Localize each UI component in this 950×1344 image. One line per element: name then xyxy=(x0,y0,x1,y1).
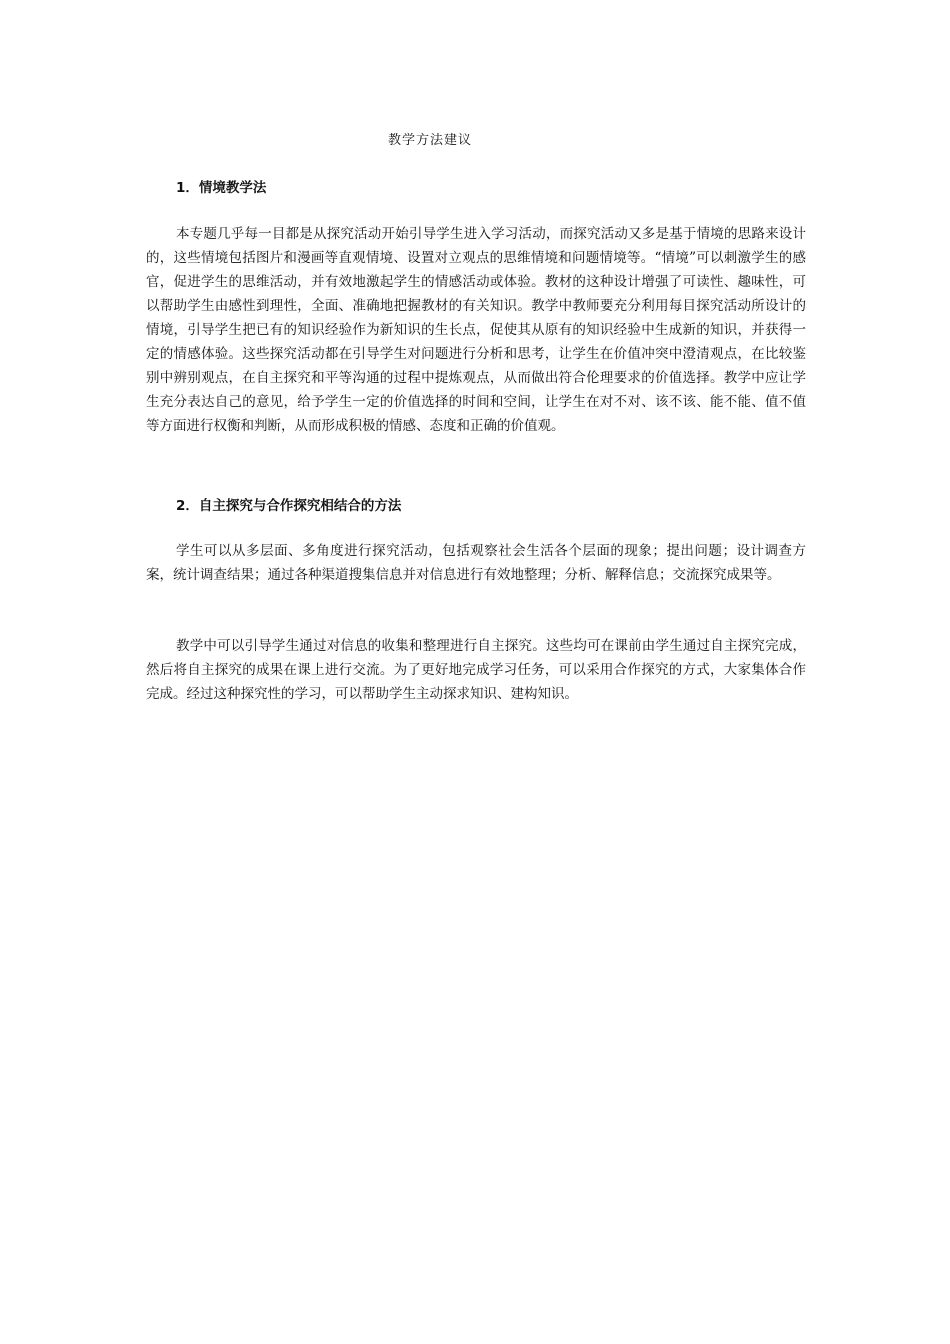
section-2-paragraph-2: 教学中可以引导学生通过对信息的收集和整理进行自主探究。这些均可在课前由学生通过自主探究完成，然后将自主探究的成果在课上进行交流。为了更好地完成学习任务，可以采用合作探究的方式，大家集体合作完成。经过这种探究性的学习，可以帮助学生主动探求知识、建构知识。 xyxy=(146,638,806,702)
section-heading-2: 2．自主探究与合作探究相结合的方法 xyxy=(176,498,402,514)
section-2-paragraph-1: 学生可以从多层面、多角度进行探究活动，包括观察社会生活各个层面的现象；提出问题；设计调查方案，统计调查结果；通过各种渠道搜集信息并对信息进行有效地整理；分析、解释信息；交流探究成果等。 xyxy=(146,543,806,583)
section-heading-1: 1．情境教学法 xyxy=(176,180,267,196)
page-title: 教学方法建议 xyxy=(388,133,473,148)
section-1-paragraph-1: 本专题几乎每一目都是从探究活动开始引导学生进入学习活动，而探究活动又多是基于情境的思路来设计的，这些情境包括图片和漫画等直观情境、设置对立观点的思维情境和问题情境等。“情境”可以刺激学生的感官，促进学生的思维活动，并有效地激起学生的情感活动或体验。教材的这种设计增强了可读性、趣味性，可以帮助学生由感性到理性，全面、准确地把握教材的有关知识。教学中教师要充分利用每目探究活动所设计的情境，引导学生把已有的知识经验作为新知识的生长点，促使其从原有的知识经验中生成新的知识，并获得一定的情感体验。这些探究活动都在引导学生对问题进行分析和思考，让学生在价值冲突中澄清观点，在比较鉴别中辨别观点，在自主探究和平等沟通的过程中提炼观点，从而做出符合伦理要求的价值选择。教学中应让学生充分表达自己的意见，给予学生一定的价值选择的时间和空间，让学生在对不对、该不该、能不能、值不值等方面进行权衡和判断，从而形成积极的情感、态度和正确的价值观。 xyxy=(146,226,806,434)
